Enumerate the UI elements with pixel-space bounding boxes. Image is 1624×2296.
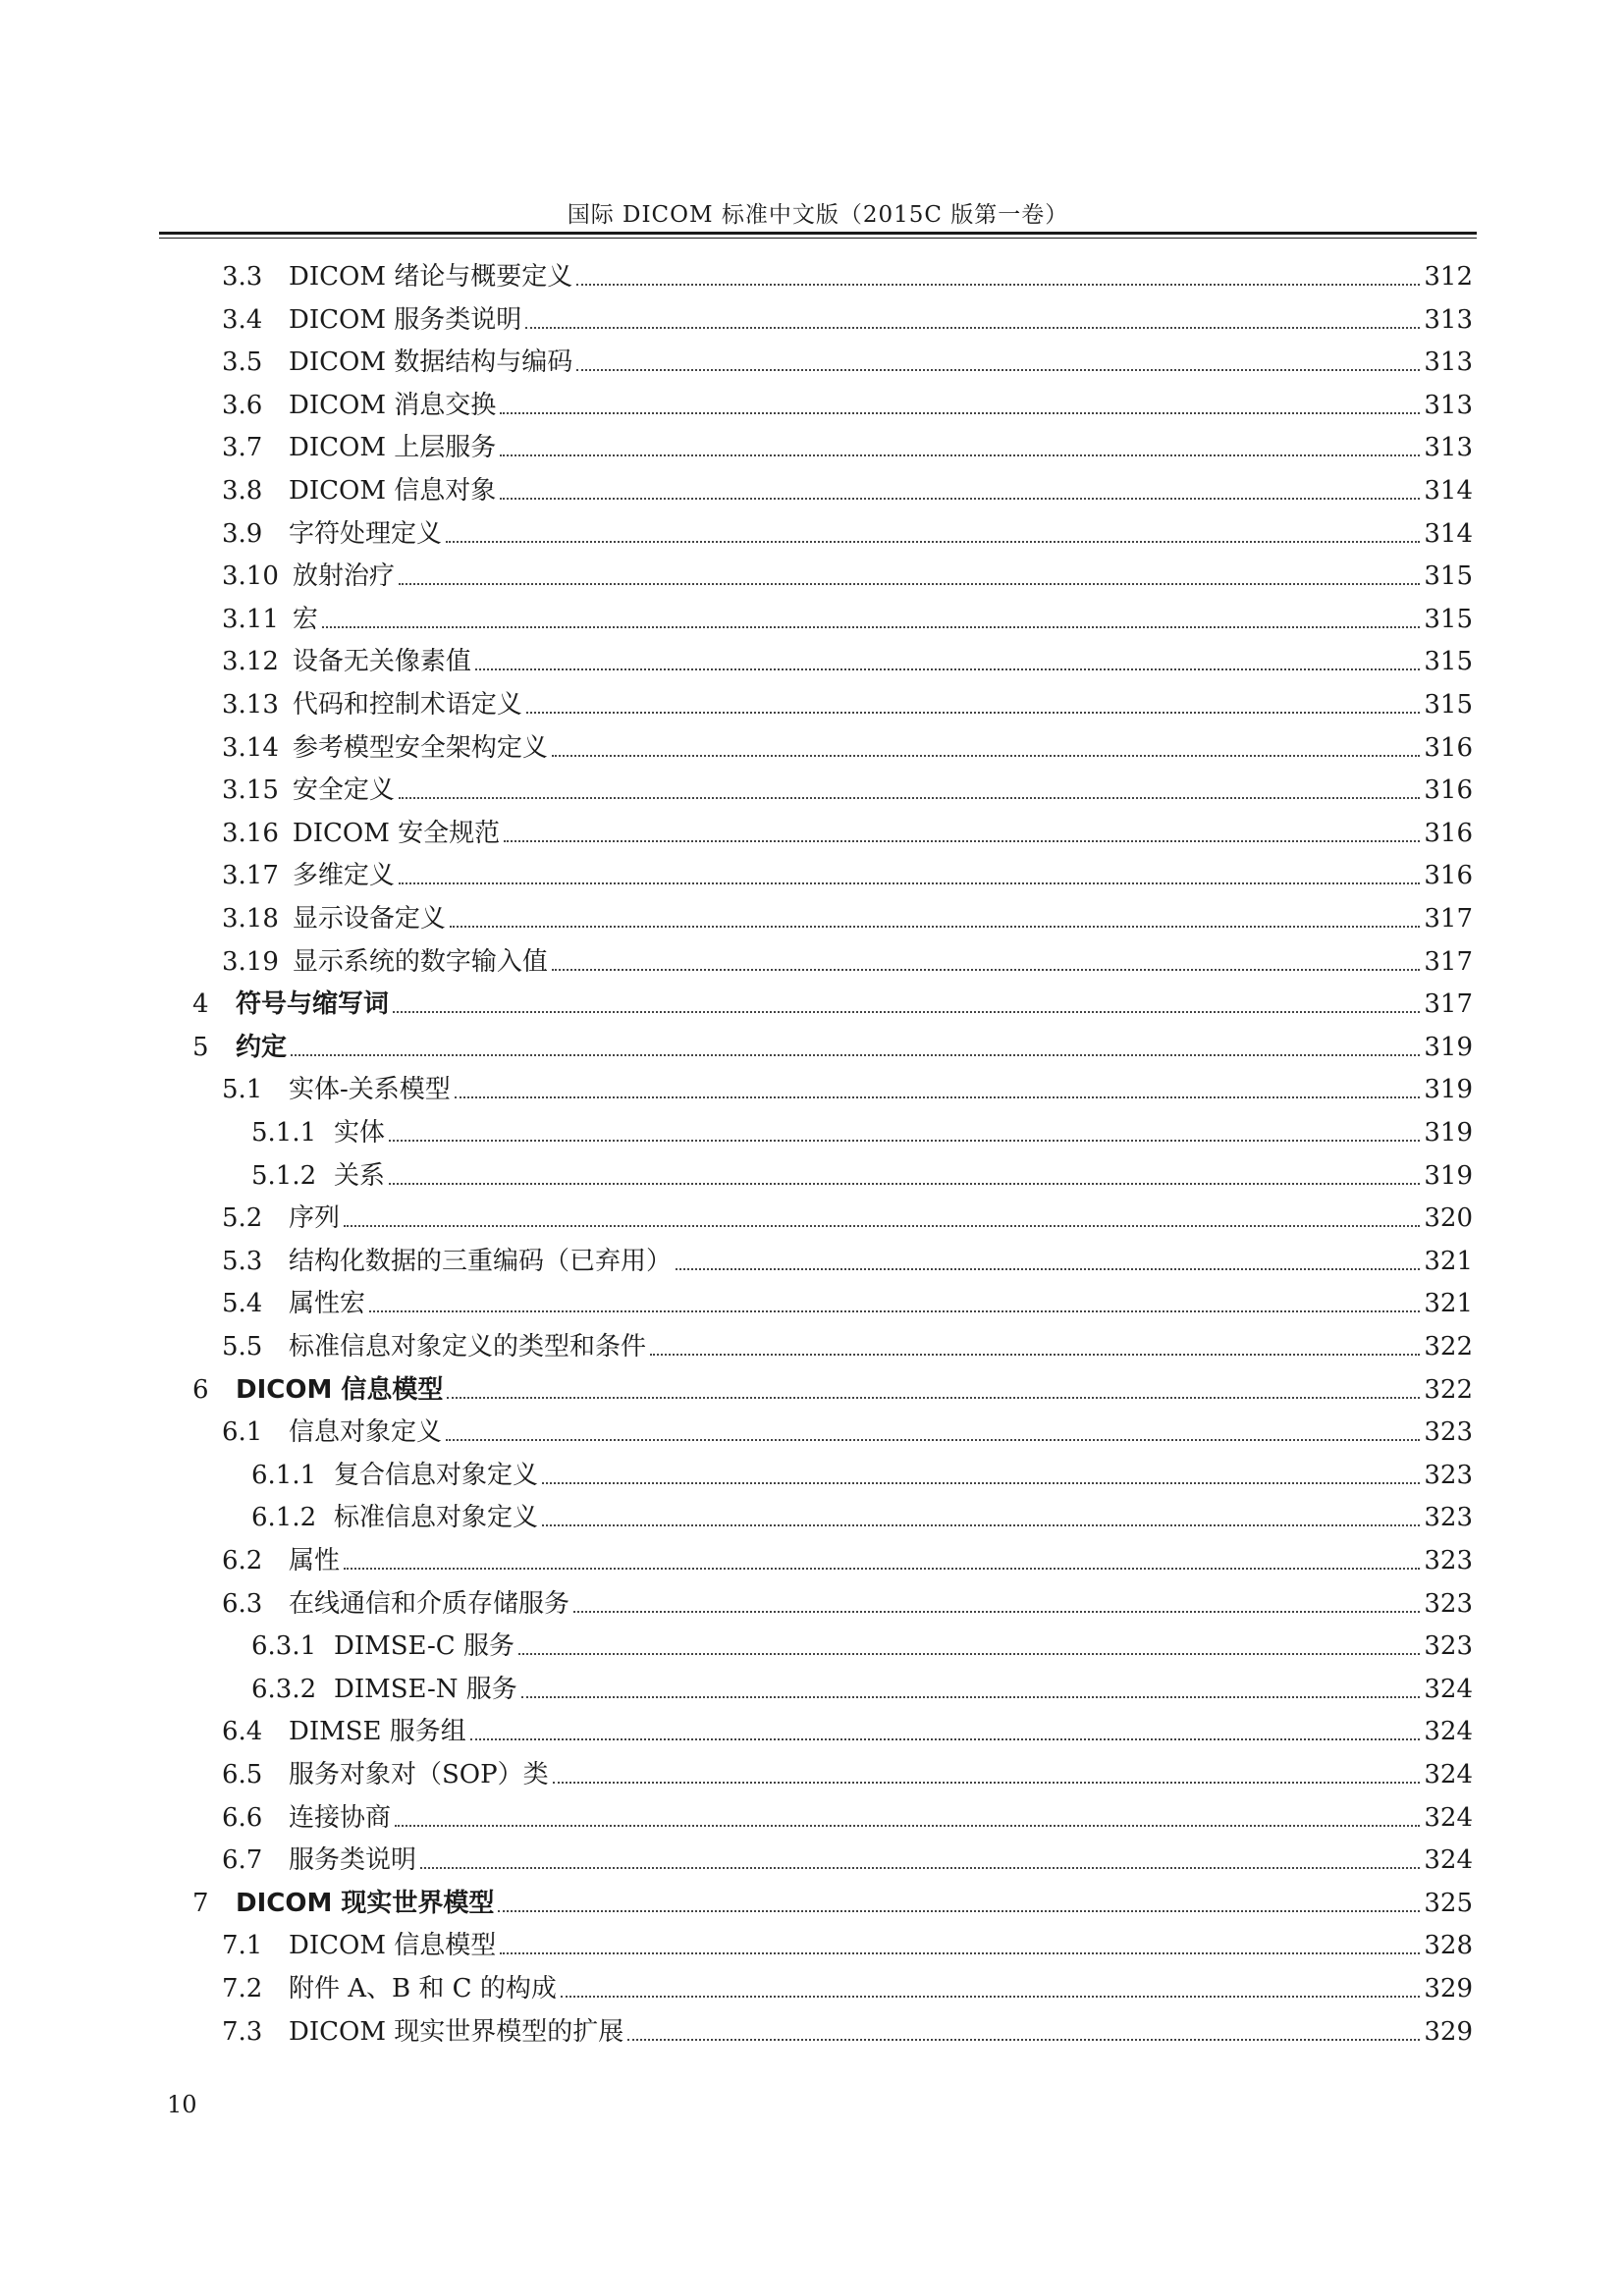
toc-entry-title: 关系	[334, 1160, 386, 1191]
toc-entry-page: 323	[1424, 1417, 1473, 1448]
toc-entry-page: 324	[1424, 1760, 1473, 1789]
toc-entry-number: 3.7	[222, 433, 263, 463]
toc-entry-page: 315	[1424, 604, 1473, 634]
toc-dot-leader	[500, 498, 1420, 500]
toc-entry-title: DICOM 信息模型	[236, 1374, 444, 1405]
toc-entry-number: 3.12	[222, 647, 279, 677]
toc-entry-number: 3.9	[222, 518, 263, 549]
toc-entry-page: 325	[1424, 1888, 1473, 1918]
toc-dot-leader	[553, 1782, 1421, 1784]
toc-entry-page: 319	[1424, 1075, 1473, 1105]
toc-dot-leader	[521, 1696, 1421, 1698]
toc-dot-leader	[475, 668, 1420, 670]
toc-entry-number: 7.3	[222, 2016, 263, 2047]
toc-dot-leader	[498, 1910, 1420, 1912]
toc-entry-number: 3.6	[222, 390, 263, 420]
toc-entry-title: 结构化数据的三重编码（已弃用）	[289, 1246, 673, 1276]
toc-entry-page: 321	[1424, 1246, 1473, 1276]
toc-entry[interactable]	[251, 1666, 1473, 1705]
toc-entry-page: 313	[1424, 304, 1473, 335]
toc-entry-number: 6.1	[222, 1417, 263, 1448]
toc-entry[interactable]	[222, 1409, 1473, 1448]
toc-dot-leader	[470, 1738, 1421, 1740]
toc-entry-title: DICOM 消息交换	[289, 390, 497, 420]
toc-entry[interactable]	[222, 895, 1473, 934]
toc-entry-number: 3.11	[222, 604, 279, 634]
toc-entry-title: 显示系统的数字输入值	[292, 946, 548, 977]
toc-entry[interactable]	[192, 1880, 1473, 1919]
toc-entry-number: 5.2	[222, 1203, 263, 1234]
toc-entry[interactable]	[222, 510, 1473, 550]
toc-entry-title: 字符处理定义	[289, 518, 443, 549]
toc-entry[interactable]	[222, 1195, 1473, 1234]
toc-dot-leader	[446, 541, 1420, 543]
toc-dot-leader	[389, 1140, 1420, 1142]
toc-entry-title: 复合信息对象定义	[334, 1460, 539, 1490]
toc-dot-leader	[399, 882, 1420, 884]
toc-entry-title: 服务类说明	[289, 1845, 417, 1876]
toc-entry-title: DICOM 现实世界模型	[236, 1888, 495, 1918]
toc-dot-leader	[420, 1867, 1420, 1869]
toc-entry-title: DICOM 安全规范	[292, 818, 501, 848]
toc-entry-title: 设备无关像素值	[292, 647, 471, 677]
toc-dot-leader	[455, 1096, 1421, 1098]
toc-entry-number: 6.3.2	[251, 1674, 317, 1704]
toc-entry[interactable]	[222, 2008, 1473, 2048]
toc-entry-page: 324	[1424, 1674, 1473, 1704]
toc-entry-page: 314	[1424, 518, 1473, 549]
toc-entry-number: 3.17	[222, 861, 279, 891]
toc-entry-page: 313	[1424, 347, 1473, 378]
toc-dot-leader	[344, 1225, 1420, 1227]
toc-dot-leader	[450, 926, 1420, 928]
toc-entry-number: 3.16	[222, 818, 279, 848]
header-rule-thick	[159, 232, 1477, 235]
toc-entry-number: 5	[192, 1032, 209, 1062]
toc-entry-page: 313	[1424, 390, 1473, 420]
toc-entry-page: 323	[1424, 1503, 1473, 1533]
toc-entry[interactable]	[222, 553, 1473, 592]
toc-entry-title: 在线通信和介质存储服务	[289, 1588, 570, 1619]
toc-entry-title: 序列	[289, 1203, 341, 1234]
toc-entry-number: 7	[192, 1888, 209, 1918]
toc-entry-number: 5.5	[222, 1332, 263, 1362]
toc-dot-leader	[576, 284, 1420, 286]
toc-entry[interactable]	[222, 1751, 1473, 1790]
toc-entry-page: 321	[1424, 1289, 1473, 1319]
toc-entry-title: DICOM 上层服务	[289, 433, 497, 463]
toc-entry[interactable]	[222, 810, 1473, 849]
toc-entry-title: 实体	[334, 1118, 386, 1148]
toc-entry-number: 3.15	[222, 775, 279, 806]
toc-entry-title: 连接协商	[289, 1802, 392, 1833]
toc-entry-title: 标准信息对象定义的类型和条件	[289, 1332, 647, 1362]
toc-entry-number: 4	[192, 989, 209, 1020]
toc-entry[interactable]	[222, 1323, 1473, 1362]
toc-entry[interactable]	[222, 1794, 1473, 1834]
toc-entry[interactable]	[222, 852, 1473, 891]
toc-entry-number: 3.19	[222, 946, 279, 977]
toc-entry-title: 参考模型安全架构定义	[292, 732, 548, 763]
toc-entry-title: 附件 A、B 和 C 的构成	[289, 1974, 557, 2003]
toc-dot-leader	[500, 454, 1420, 456]
toc-dot-leader	[552, 755, 1420, 757]
toc-entry[interactable]	[222, 1066, 1473, 1105]
toc-entry-number: 7.2	[222, 1974, 263, 2003]
toc-dot-leader	[627, 2039, 1420, 2041]
toc-entry-number: 6.1.1	[251, 1460, 317, 1490]
toc-dot-leader	[676, 1268, 1420, 1270]
toc-entry[interactable]	[222, 1537, 1473, 1576]
toc-dot-leader	[650, 1354, 1420, 1356]
toc-dot-leader	[291, 1054, 1420, 1056]
toc-entry-page: 316	[1424, 732, 1473, 763]
toc-entry-page: 319	[1424, 1032, 1473, 1062]
toc-entry-title: 安全定义	[292, 775, 395, 806]
toc-entry-number: 3.4	[222, 304, 263, 335]
toc-entry-number: 6.1.2	[251, 1503, 317, 1533]
toc-entry-title: 显示设备定义	[292, 904, 446, 934]
toc-entry-title: 代码和控制术语定义	[292, 690, 522, 720]
toc-entry-page: 316	[1424, 775, 1473, 806]
toc-entry[interactable]	[222, 767, 1473, 806]
toc-dot-leader	[447, 1397, 1420, 1399]
toc-entry-page: 322	[1424, 1374, 1473, 1405]
toc-entry-title: 宏	[292, 604, 318, 634]
toc-entry-number: 3.3	[222, 262, 263, 292]
page-number: 10	[167, 2091, 197, 2118]
toc-dot-leader	[552, 969, 1420, 971]
toc-entry-page: 317	[1424, 946, 1473, 977]
toc-entry-title: 多维定义	[292, 861, 395, 891]
header-rule-thin	[159, 238, 1477, 239]
toc-entry-title: 实体-关系模型	[289, 1075, 451, 1105]
toc-entry-page: 322	[1424, 1332, 1473, 1362]
toc-entry-number: 6	[192, 1374, 209, 1405]
toc-entry-page: 319	[1424, 1118, 1473, 1148]
toc-dot-leader	[322, 626, 1420, 628]
toc-entry-number: 5.3	[222, 1246, 263, 1276]
toc-entry-title: 信息对象定义	[289, 1417, 443, 1448]
toc-entry-page: 314	[1424, 476, 1473, 506]
toc-entry-title: DIMSE 服务组	[289, 1717, 466, 1747]
toc-entry-title: DICOM 绪论与概要定义	[289, 262, 573, 292]
toc-entry[interactable]	[192, 981, 1473, 1020]
toc-dot-leader	[573, 1611, 1420, 1613]
toc-dot-leader	[500, 1952, 1420, 1954]
toc-dot-leader	[518, 1653, 1420, 1655]
toc-entry-number: 5.1	[222, 1075, 263, 1105]
toc-dot-leader	[369, 1310, 1420, 1312]
toc-entry-number: 6.4	[222, 1717, 263, 1747]
toc-entry-page: 313	[1424, 433, 1473, 463]
toc-entry-page: 324	[1424, 1845, 1473, 1876]
toc-entry-number: 3.5	[222, 347, 263, 378]
toc-entry-number: 6.3.1	[251, 1631, 317, 1662]
toc-entry-title: 标准信息对象定义	[334, 1503, 539, 1533]
toc-entry-page: 316	[1424, 861, 1473, 891]
toc-dot-leader	[576, 369, 1420, 371]
toc-entry[interactable]	[222, 596, 1473, 635]
toc-entry[interactable]	[222, 724, 1473, 764]
toc-entry-title: DICOM 现实世界模型的扩展	[289, 2016, 624, 2047]
toc-entry[interactable]	[251, 1452, 1473, 1491]
toc-dot-leader	[393, 1011, 1420, 1013]
toc-entry[interactable]	[222, 339, 1473, 378]
toc-dot-leader	[399, 797, 1420, 799]
toc-entry-number: 5.1.2	[251, 1160, 317, 1191]
toc-dot-leader	[344, 1568, 1420, 1570]
toc-dot-leader	[500, 412, 1420, 414]
toc-dot-leader	[542, 1524, 1420, 1526]
toc-entry[interactable]	[222, 382, 1473, 421]
toc-entry-page: 323	[1424, 1546, 1473, 1575]
toc-entry-number: 6.6	[222, 1802, 263, 1833]
toc-entry[interactable]	[222, 467, 1473, 507]
toc-entry-title: 服务对象对（SOP）类	[289, 1760, 549, 1789]
toc-entry-page: 315	[1424, 647, 1473, 677]
toc-entry[interactable]	[222, 253, 1473, 293]
toc-entry[interactable]	[222, 1708, 1473, 1747]
toc-entry-page: 312	[1424, 262, 1473, 292]
toc-entry-number: 6.2	[222, 1546, 263, 1575]
toc-entry-page: 329	[1424, 1974, 1473, 2003]
toc-entry-number: 7.1	[222, 1931, 263, 1961]
toc-entry-number: 3.8	[222, 476, 263, 506]
toc-entry[interactable]	[192, 1024, 1473, 1063]
toc-entry-page: 328	[1424, 1931, 1473, 1961]
toc-entry-title: DIMSE-N 服务	[334, 1674, 517, 1704]
toc-entry-page: 315	[1424, 690, 1473, 720]
toc-dot-leader	[446, 1439, 1420, 1441]
toc-entry[interactable]	[222, 1280, 1473, 1319]
toc-entry[interactable]	[222, 1238, 1473, 1277]
toc-entry-number: 6.5	[222, 1760, 263, 1789]
toc-entry-title: 放射治疗	[292, 561, 395, 592]
toc-dot-leader	[389, 1183, 1420, 1185]
toc-entry-number: 3.13	[222, 690, 279, 720]
toc-entry-page: 316	[1424, 818, 1473, 848]
toc-entry-number: 3.14	[222, 732, 279, 763]
toc-entry[interactable]	[222, 296, 1473, 336]
toc-entry-page: 320	[1424, 1203, 1473, 1234]
toc-entry-page: 323	[1424, 1631, 1473, 1662]
toc-entry-number: 6.3	[222, 1588, 263, 1619]
toc-entry-title: DICOM 信息模型	[289, 1931, 497, 1961]
toc-entry[interactable]	[222, 681, 1473, 721]
toc-entry[interactable]	[222, 424, 1473, 463]
toc-dot-leader	[525, 327, 1420, 329]
toc-entry-page: 315	[1424, 561, 1473, 592]
toc-dot-leader	[399, 583, 1420, 585]
toc-entry[interactable]	[251, 1623, 1473, 1662]
toc-entry[interactable]	[222, 1837, 1473, 1876]
toc-entry-title: DIMSE-C 服务	[334, 1631, 514, 1662]
toc-entry-number: 5.1.1	[251, 1118, 317, 1148]
toc-entry-page: 329	[1424, 2016, 1473, 2047]
toc-entry[interactable]	[251, 1109, 1473, 1148]
toc-entry-title: 符号与缩写词	[236, 989, 390, 1020]
toc-entry[interactable]	[222, 1965, 1473, 2004]
toc-entry-page: 319	[1424, 1160, 1473, 1191]
toc-entry-page: 323	[1424, 1588, 1473, 1619]
toc-entry-title: 属性宏	[289, 1289, 366, 1319]
toc-entry-page: 324	[1424, 1717, 1473, 1747]
toc-entry-number: 6.7	[222, 1845, 263, 1876]
toc-entry[interactable]	[222, 638, 1473, 677]
toc-entry-title: 约定	[236, 1032, 288, 1062]
toc-entry[interactable]	[192, 1366, 1473, 1406]
toc-entry-page: 323	[1424, 1460, 1473, 1490]
toc-entry[interactable]	[222, 938, 1473, 978]
toc-entry-title: DICOM 信息对象	[289, 476, 497, 506]
toc-entry-page: 324	[1424, 1802, 1473, 1833]
toc-entry-number: 5.4	[222, 1289, 263, 1319]
toc-dot-leader	[542, 1482, 1420, 1484]
toc-dot-leader	[504, 840, 1420, 842]
toc-entry-page: 317	[1424, 989, 1473, 1020]
toc-entry[interactable]	[222, 1580, 1473, 1620]
toc-entry[interactable]	[251, 1152, 1473, 1192]
toc-entry-title: DICOM 数据结构与编码	[289, 347, 573, 378]
toc-entry-page: 317	[1424, 904, 1473, 934]
toc-entry-title: 属性	[289, 1546, 341, 1575]
toc-entry-title: DICOM 服务类说明	[289, 304, 522, 335]
toc-entry[interactable]	[222, 1922, 1473, 1961]
toc-entry[interactable]	[251, 1494, 1473, 1533]
toc-dot-leader	[526, 712, 1420, 714]
toc-dot-leader	[561, 1996, 1421, 1998]
running-header: 国际 DICOM 标准中文版（2015C 版第一卷）	[567, 202, 1069, 228]
toc-entry-number: 3.18	[222, 904, 279, 934]
toc-dot-leader	[395, 1825, 1420, 1827]
toc-entry-number: 3.10	[222, 561, 279, 592]
